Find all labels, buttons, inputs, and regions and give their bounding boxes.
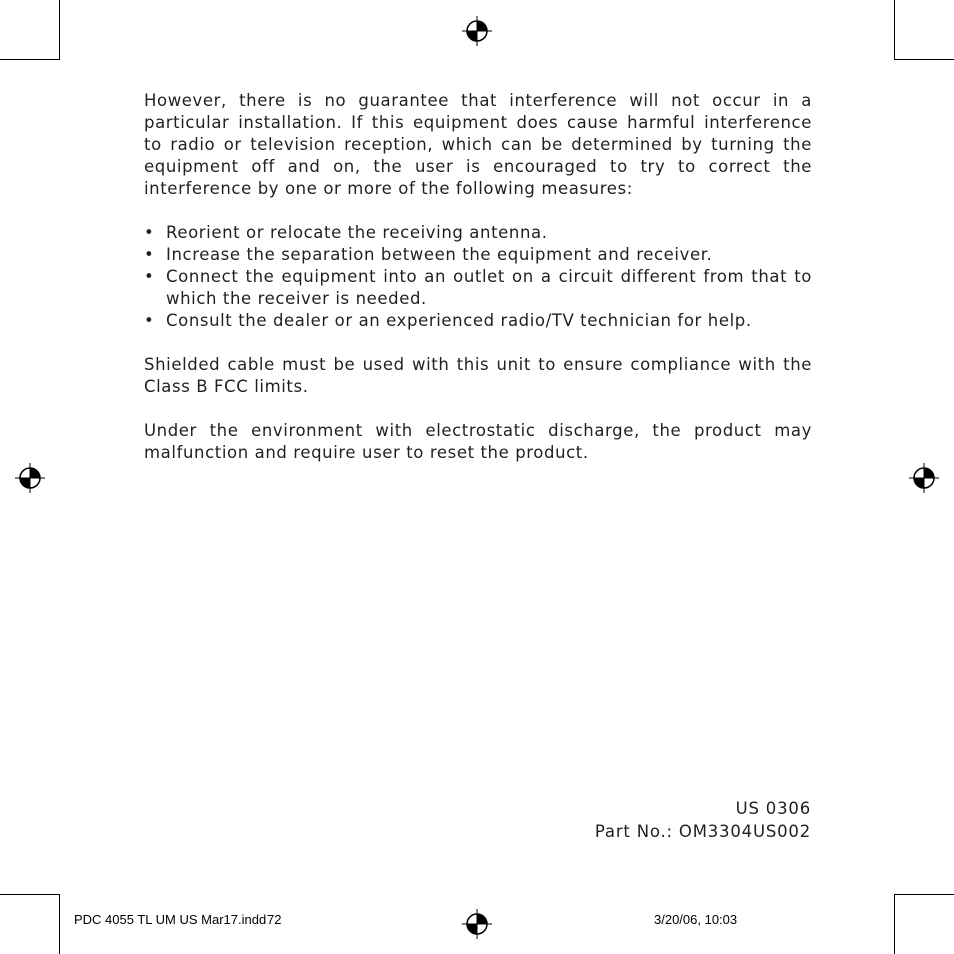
bullet-icon: • — [144, 245, 155, 264]
crop-mark-top-right-vertical — [894, 0, 895, 60]
registration-mark-icon — [14, 462, 46, 494]
crop-mark-top-right-horizontal — [894, 59, 954, 60]
list-item-text: Consult the dealer or an experienced radio/TV technician for help. — [166, 311, 752, 330]
document-codes — [595, 797, 811, 843]
slug-page-number: 72 — [267, 912, 282, 927]
slug-datetime: 3/20/06, 10:03 — [654, 912, 738, 927]
paragraph-interference-intro: However, there is no guarantee that interference will not occur in a particular installation. If this equipment does cause harmful interference to radio or television reception, which can be determined by turning the equipment off and on, the user is encouraged to try to correct the interference by one or more of the following measures: — [144, 91, 812, 198]
crop-mark-bottom-right-horizontal — [894, 894, 954, 895]
crop-mark-top-left-horizontal — [0, 59, 60, 60]
paragraph-electrostatic: Under the environment with electrostatic discharge, the product may malfunction and require user to reset the product. — [144, 421, 812, 462]
edition-code: US 0306 — [735, 799, 811, 818]
slug-filename: PDC 4055 TL UM US Mar17.indd — [74, 912, 267, 927]
bullet-icon: • — [144, 267, 155, 286]
bullet-icon: • — [144, 223, 155, 242]
registration-mark-icon — [461, 15, 493, 47]
part-number: Part No.: OM3304US002 — [594, 822, 811, 841]
list-item — [144, 266, 812, 310]
registration-mark-icon — [461, 908, 493, 940]
crop-mark-bottom-right-vertical — [894, 894, 895, 954]
body-text — [144, 90, 812, 464]
list-item-text: Increase the separation between the equipment and receiver. — [166, 245, 713, 264]
registration-mark-icon — [908, 462, 940, 494]
measures-list — [144, 222, 812, 332]
crop-mark-bottom-left-horizontal — [0, 894, 60, 895]
crop-mark-top-left-vertical — [59, 0, 60, 60]
bullet-icon: • — [144, 311, 155, 330]
list-item — [144, 310, 812, 332]
list-item — [144, 222, 812, 244]
crop-mark-bottom-left-vertical — [59, 894, 60, 954]
list-item — [144, 244, 812, 266]
list-item-text: Connect the equipment into an outlet on a circuit different from that to which the receiver is needed. — [166, 267, 812, 308]
paragraph-shielded-cable: Shielded cable must be used with this unit to ensure compliance with the Class B FCC limits. — [144, 355, 812, 396]
list-item-text: Reorient or relocate the receiving antenna. — [166, 223, 548, 242]
